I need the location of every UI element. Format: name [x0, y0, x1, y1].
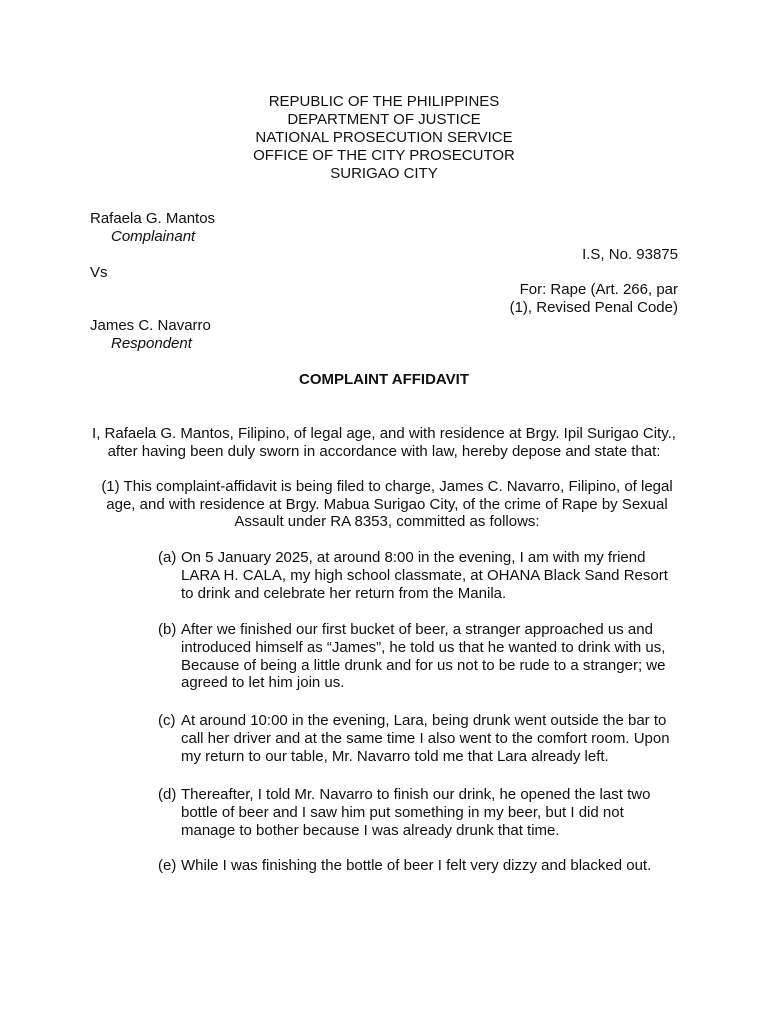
list-item-label: (a): [158, 549, 177, 566]
list-item-label: (c): [158, 712, 176, 729]
header-line-republic: REPUBLIC OF THE PHILIPPINES: [268, 93, 500, 110]
document-header: [0, 93, 768, 183]
list-item: [158, 786, 678, 839]
header-line-service: NATIONAL PROSECUTION SERVICE: [255, 129, 513, 146]
header-line-department: DEPARTMENT OF JUSTICE: [287, 111, 481, 128]
list-item-label: (b): [158, 621, 177, 638]
versus-label: Vs: [90, 264, 108, 281]
intro-paragraph: I, Rafaela G. Mantos, Filipino, of legal age, and with residence at Brgy. Ipil Surigao City., after having been duly sworn in accordance with law, hereby depose and state that:: [92, 425, 676, 460]
list-item-text: At around 10:00 in the evening, Lara, being drunk went outside the bar to call her driver and at the same time I also went to the comfort room. Upon my return to our table, Mr. Navarro told me that Lara already left.: [181, 712, 670, 765]
list-item-text: On 5 January 2025, at around 8:00 in the evening, I am with my friend LARA H. CALA, my high school classmate, at OHANA Black Sand Resort to drink and celebrate her return from the Manila.: [181, 549, 668, 602]
list-item: [158, 549, 678, 602]
case-number: I.S, No. 93875: [582, 246, 678, 263]
complainant-role: Complainant: [111, 228, 196, 245]
list-item-text: While I was finishing the bottle of beer I felt very dizzy and blacked out.: [181, 857, 652, 874]
list-item-text: Thereafter, I told Mr. Navarro to finish our drink, he opened the last two bottle of beer and I saw him put something in my beer, but I did not manage to bother because I was already drunk that time.: [181, 786, 651, 839]
numbered-paragraph-1: (1) This complaint-affidavit is being filed to charge, James C. Navarro, Filipino, of legal age, and with residence at Brgy. Mabua Surigao City, of the crime of Rape by Sexual Assault under RA 8353, committed as follows:: [101, 478, 673, 530]
list-item: [158, 857, 678, 875]
list-item-text: After we finished our first bucket of beer, a stranger approached us and introduced himself as “James”, he told us that he wanted to drink with us, Because of being a little drunk and for us not to be rude to a stranger; we agreed to let him join us.: [181, 621, 666, 692]
list-item-label: (e): [158, 857, 177, 874]
header-line-city: SURIGAO CITY: [330, 165, 438, 182]
list-item: [158, 621, 678, 692]
respondent-role: Respondent: [111, 335, 192, 352]
complainant-name: Rafaela G. Mantos: [90, 210, 216, 227]
header-line-office: OFFICE OF THE CITY PROSECUTOR: [253, 147, 515, 164]
case-offense-line-1: For: Rape (Art. 266, par: [519, 281, 678, 298]
list-item: [158, 712, 678, 765]
case-offense-line-2: (1), Revised Penal Code): [509, 299, 678, 316]
document-title: COMPLAINT AFFIDAVIT: [299, 371, 469, 388]
respondent-name: James C. Navarro: [90, 317, 211, 334]
list-item-label: (d): [158, 786, 177, 803]
